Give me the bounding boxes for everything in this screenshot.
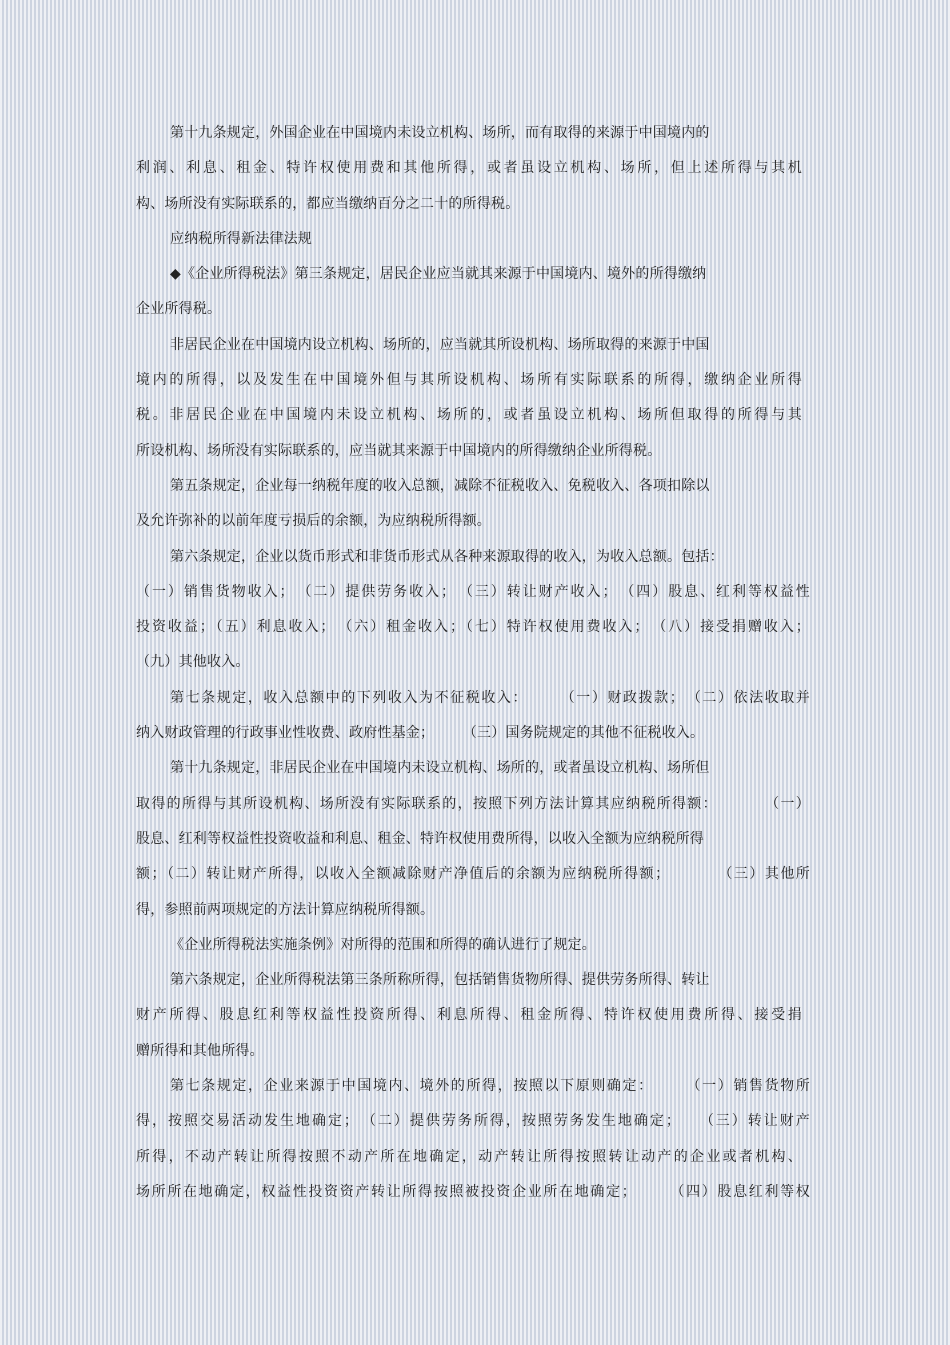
text-line: 非居民企业在中国境内设立机构、场所的，应当就其所设机构、场所取得的来源于中国 bbox=[170, 336, 710, 353]
text-line: 财产所得、股息红利等权益性投资所得、利息所得、租金所得、特许权使用费所得、接受捐 bbox=[136, 1007, 802, 1024]
text-line: 得，参照前两项规定的方法计算应纳税所得额。 bbox=[136, 901, 435, 918]
text-line: 股息、红利等权益性投资收益和利息、租金、特许权使用费所得，以收入全额为应纳税所得 bbox=[136, 830, 704, 847]
text-line: 《企业所得税法实施条例》对所得的范围和所得的确认进行了规定。 bbox=[170, 936, 596, 953]
text-line: 税。非居民企业在中国境内未设立机构、场所的，或者虽设立机构、场所但取得的所得与其 bbox=[136, 407, 802, 424]
text-line: 第七条规定，收入总额中的下列收入为不征税收入： （一）财政拨款； （二）依法收取并 bbox=[170, 689, 810, 706]
text-line: 及允许弥补的以前年度亏损后的余额，为应纳税所得额。 bbox=[136, 513, 491, 530]
text-line: 场所所在地确定，权益性投资资产转让所得按照被投资企业所在地确定； （四）股息红利等权 bbox=[136, 1183, 810, 1200]
text-line: 所设机构、场所没有实际联系的，应当就其来源于中国境内的所得缴纳企业所得税。 bbox=[136, 442, 662, 459]
text-line: 额；（二）转让财产所得，以收入全额减除财产净值后的余额为应纳税所得额； （三）其他所 bbox=[136, 866, 810, 883]
text-line: 企业所得税。 bbox=[136, 301, 222, 318]
text-line: 取得的所得与其所设机构、场所没有实际联系的，按照下列方法计算其应纳税所得额： （一） bbox=[136, 795, 810, 812]
text-line: 第五条规定，企业每一纳税年度的收入总额，减除不征税收入、免税收入、各项扣除以 bbox=[170, 477, 710, 494]
text-line: 投资收益；（五）利息收入； （六）租金收入；（七）特许权使用费收入； （八）接受捐赠收入； bbox=[136, 619, 810, 636]
text-line: 第六条规定，企业所得税法第三条所称所得，包括销售货物所得、提供劳务所得、转让 bbox=[170, 972, 710, 989]
text-line: 纳入财政管理的行政事业性收费、政府性基金； （三）国务院规定的其他不征税收入。 bbox=[136, 725, 705, 742]
text-line: 第七条规定，企业来源于中国境内、境外的所得，按照以下原则确定： （一）销售货物所 bbox=[170, 1078, 810, 1095]
text-line: 赠所得和其他所得。 bbox=[136, 1042, 264, 1059]
text-line: 第六条规定，企业以货币形式和非货币形式从各种来源取得的收入，为收入总额。包括： bbox=[170, 548, 724, 565]
text-line: 得，按照交易活动发生地确定； （二）提供劳务所得，按照劳务发生地确定； （三）转让财产 bbox=[136, 1113, 810, 1130]
text-line: ◆《企业所得税法》第三条规定，居民企业应当就其来源于中国境内、境外的所得缴纳 bbox=[170, 266, 707, 283]
section-heading: 应纳税所得新法律法规 bbox=[170, 230, 312, 247]
text-line: （九）其他收入。 bbox=[136, 654, 250, 671]
text-line: 构、场所没有实际联系的，都应当缴纳百分之二十的所得税。 bbox=[136, 195, 520, 212]
text-line: 第十九条规定，非居民企业在中国境内未设立机构、场所的，或者虽设立机构、场所但 bbox=[170, 760, 710, 777]
text-line: 第十九条规定，外国企业在中国境内未设立机构、场所，而有取得的来源于中国境内的 bbox=[170, 125, 710, 141]
text-line: 境内的所得，以及发生在中国境外但与其所设机构、场所有实际联系的所得，缴纳企业所得 bbox=[136, 372, 802, 389]
text-line: （一）销售货物收入； （二）提供劳务收入； （三）转让财产收入； （四）股息、红利等权益性 bbox=[136, 583, 810, 600]
text-line: 所得，不动产转让所得按照不动产所在地确定，动产转让所得按照转让动产的企业或者机构、 bbox=[136, 1148, 802, 1165]
text-line: 利润、利息、租金、特许权使用费和其他所得，或者虽设立机构、场所，但上述所得与其机 bbox=[136, 160, 802, 177]
